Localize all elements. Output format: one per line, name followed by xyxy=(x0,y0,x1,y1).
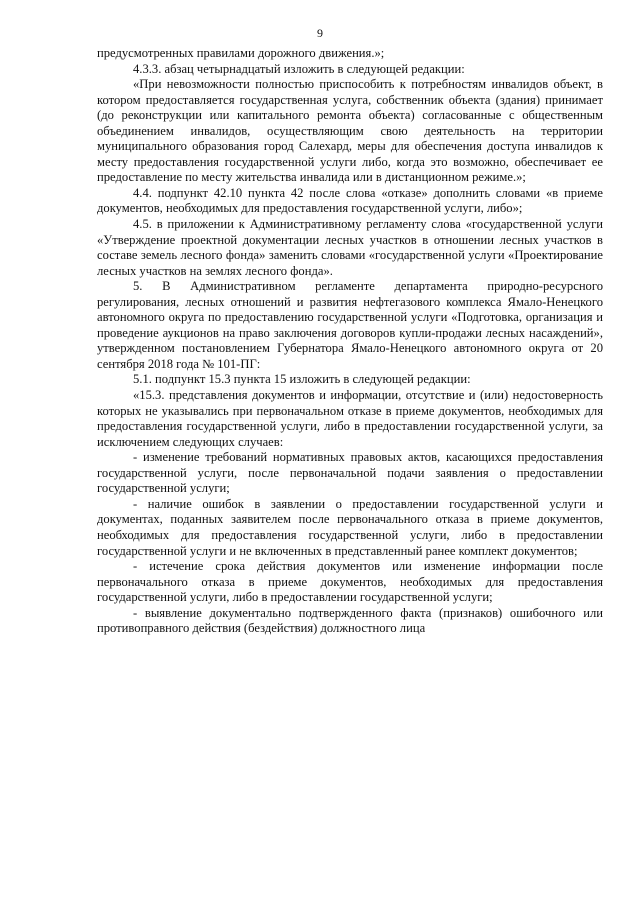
paragraph: «При невозможности полностью приспособить к потребностям инвалидов объект, в котором предоставляется государственная услуга, собственник объекта (здания) принимает (до реконструкции или капитального ремонта объекта) согласованные с общественным объединением инвалидов, осуществляющим свою деятельность на территории муниципального образования город Салехард, меры для обеспечения доступа инвалидов к месту предоставления государственной услуги либо, когда это возможно, обеспечивает ее предоставление по месту жительства инвалида или в дистанционном режиме.»; xyxy=(97,77,603,185)
paragraph: - истечение срока действия документов или изменение информации после первоначального отказа в приеме документов, необходимых для предоставления государственной услуги, либо в предоставлении государственной услуги; xyxy=(97,559,603,605)
paragraph: 4.4. подпункт 42.10 пункта 42 после слова «отказе» дополнить словами «в приеме документов, необходимых для предоставления государственной услуги, либо»; xyxy=(97,185,603,216)
paragraph: 5. В Административном регламенте департамента природно-ресурсного регулирования, лесных отношений и развития нефтегазового комплекса Ямало-Ненецкого автономного округа по предоставлению государственной услуги «Подготовка, организация и проведение аукционов на право заключения договоров купли-продажи лесных насаждений», утвержденном постановлением Губернатора Ямало-Ненецкого автономного округа от 20 сентября 2018 года № 101-ПГ: xyxy=(97,279,603,371)
paragraph: - изменение требований нормативных правовых актов, касающихся предоставления государственной услуги, после первоначальной подачи заявления о предоставлении государственной услуги; xyxy=(97,450,603,496)
paragraph: предусмотренных правилами дорожного движения.»; xyxy=(97,46,385,60)
paragraph: - выявление документально подтвержденного факта (признаков) ошибочного или противоправного действия (бездействия) должностного лица xyxy=(97,605,603,636)
paragraph: 5.1. подпункт 15.3 пункта 15 изложить в следующей редакции: xyxy=(133,372,471,387)
paragraph: «15.3. представления документов и информации, отсутствие и (или) недостоверность которых не указывались при первоначальном отказе в приеме документов, необходимых для предоставления государственной услуги, либо в предоставлении государственной услуги, за исключением следующих случаев: xyxy=(97,388,603,449)
paragraph: - наличие ошибок в заявлении о предоставлении государственной услуги и документах, поданных заявителем после первоначального отказа в приеме документов, необходимых для предоставления государственной услуги, либо в предоставлении государственной услуги и не включенных в представленный ранее комплект документов; xyxy=(97,496,603,558)
paragraph: 4.3.3. абзац четырнадцатый изложить в следующей редакции: xyxy=(133,61,465,76)
page-number: 9 xyxy=(317,26,323,40)
document-body xyxy=(97,46,603,637)
paragraph: 4.5. в приложении к Административному регламенту слова «государственной услуги «Утверждение проектной документации лесных участков в отношении лесных участков в составе земель лесного фонда» заменить словами «государственной услуги «Проектирование лесных участков на землях лесного фонда». xyxy=(97,217,603,278)
